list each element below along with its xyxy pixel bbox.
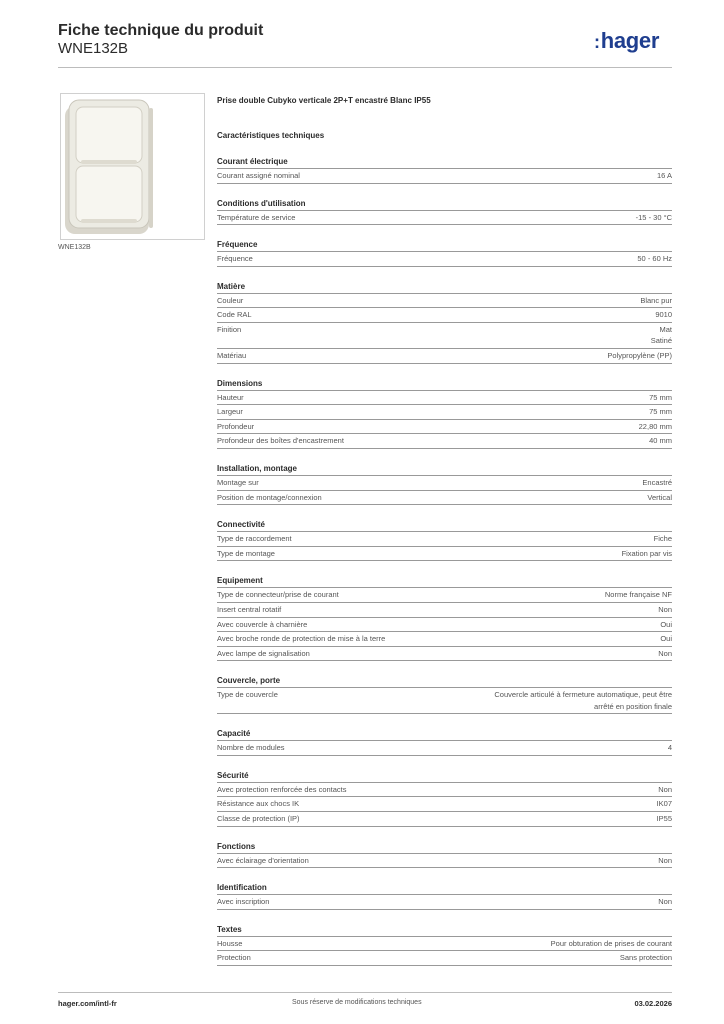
spec-section [217,728,672,756]
spec-label: Insert central rotatif [217,604,282,614]
spec-row [217,405,672,420]
spec-value-line: Non [658,897,672,907]
spec-label: Housse [217,938,243,948]
spec-value [649,391,672,405]
spec-value-line: Non [658,855,672,865]
spec-value [658,783,672,797]
spec-row [217,632,672,647]
spec-value [649,434,672,448]
spec-label: Avec couvercle à charnière [217,619,308,629]
spec-value-line: IK07 [656,799,672,809]
spec-value [657,169,672,183]
spec-label: Largeur [217,407,243,417]
spec-value-line: 9010 [655,310,672,320]
spec-row [217,937,672,952]
spec-value-line: Non [658,604,672,614]
section-title: Capacité [217,728,672,741]
spec-section [217,519,672,561]
spec-value [636,211,672,225]
spec-label: Courant assigné nominal [217,171,300,180]
spec-value [494,689,672,712]
spec-row [217,323,672,349]
spec-row [217,603,672,618]
double-socket-product-image [61,94,204,239]
product-name: Prise double Cubyko verticale 2P+T encastré Blanc IP55 [217,96,431,105]
image-caption: WNE132B [58,244,91,251]
spec-value-line: Polypropylène (PP) [607,350,672,360]
spec-label: Type de connecteur/prise de courant [217,590,339,600]
spec-value [637,252,672,266]
spec-value [620,951,672,965]
spec-value [657,797,672,811]
section-title: Fréquence [217,239,672,252]
spec-label: Température de service [217,212,296,222]
section-title: Matière [217,281,672,294]
spec-label: Type de montage [217,548,275,558]
spec-value-line: Fiche [653,534,672,544]
product-reference: WNE132B [58,40,129,57]
spec-row [217,741,672,756]
spec-value [551,937,672,951]
spec-value-line: 50 - 60 Hz [637,254,672,264]
spec-value-line: Encastré [642,477,672,487]
spec-label: Avec broche ronde de protection de mise à la terre [217,634,386,644]
spec-label: Type de raccordement [217,534,292,544]
spec-row [217,547,672,562]
spec-label: Position de montage/connexion [217,492,322,502]
spec-value [605,588,672,602]
spec-value [660,632,672,646]
spec-section [217,575,672,661]
spec-section [217,198,672,226]
spec-label: Avec protection renforcée des contacts [217,784,347,794]
spec-label: Avec éclairage d'orientation [217,855,309,865]
spec-value [654,532,672,546]
spec-value [639,420,672,434]
spec-row [217,951,672,966]
spec-value [649,405,672,419]
spec-value [658,647,672,661]
spec-section [217,156,672,184]
spec-value [668,741,672,755]
spec-row [217,812,672,827]
tech-characteristics-title: Caractéristiques techniques [217,131,325,140]
section-title: Courant électrique [217,156,672,169]
spec-label: Avec inscription [217,897,270,907]
spec-value-line: 22,80 mm [638,421,672,431]
spec-label: Profondeur des boîtes d'encastrement [217,436,344,446]
spec-value-line: Blanc pur [640,295,672,305]
spec-label: Profondeur [217,421,255,431]
spec-label: Nombre de modules [217,743,285,753]
spec-label: Protection [217,953,251,963]
spec-row [217,532,672,547]
spec-section [217,378,672,449]
spec-label: Montage sur [217,477,259,487]
spec-section [217,841,672,869]
spec-row [217,618,672,633]
section-title: Sécurité [217,770,672,783]
spec-value-line: 75 mm [649,392,672,402]
spec-label: Avec lampe de signalisation [217,648,310,658]
section-title: Textes [217,924,672,937]
spec-value-line: Norme française NF [604,590,672,600]
spec-row [217,308,672,323]
section-title: Installation, montage [217,463,672,476]
spec-value-line: Vertical [647,492,672,502]
spec-row [217,797,672,812]
spec-row [217,854,672,869]
spec-value [640,294,672,308]
spec-value-line: Non [658,648,672,658]
spec-value-line: Sans protection [619,953,672,963]
spec-section [217,281,672,364]
spec-row [217,211,672,226]
spec-value-line: Fixation par vis [621,548,672,558]
spec-section [217,675,672,714]
section-title: Dimensions [217,378,672,391]
header-divider [58,67,672,68]
spec-section [217,239,672,267]
spec-value-line: 4 [667,743,672,753]
spec-row [217,476,672,491]
spec-value-line: arrêté en position finale [594,701,672,711]
section-title: Fonctions [217,841,672,854]
footer-website: hager.com/intl-fr [58,999,117,1008]
spec-value-line: Oui [660,619,672,629]
section-title: Connectivité [217,519,672,532]
section-title: Conditions d'utilisation [217,198,672,211]
spec-row [217,169,672,184]
spec-label: Code RAL [217,310,252,320]
spec-label: Finition [217,324,242,334]
hager-logo: :hager [594,28,660,53]
spec-row [217,588,672,603]
spec-value-line: Oui [660,634,672,644]
footer-date: 03.02.2026 [634,999,672,1008]
spec-value-line: IP55 [656,814,672,824]
spec-value-line: Mat [659,324,672,334]
spec-label: Résistance aux chocs IK [217,799,300,809]
spec-row [217,491,672,506]
spec-row [217,783,672,798]
spec-value [658,854,672,868]
spec-value-line: Pour obturation de prises de courant [550,938,672,948]
spec-row [217,420,672,435]
spec-value [658,603,672,617]
spec-content [217,95,672,966]
spec-row [217,294,672,309]
spec-value [651,324,672,347]
spec-value-line: Couvercle articulé à fermeture automatique, peut être [494,690,672,700]
spec-row [217,647,672,662]
spec-label: Matériau [217,350,247,360]
spec-section [217,924,672,966]
spec-row [217,252,672,267]
spec-label: Couleur [217,295,244,305]
spec-value [660,618,672,632]
spec-label: Fréquence [217,254,253,264]
footer-divider [58,992,672,993]
spec-value [655,308,672,322]
spec-value-line: 16 A [656,171,672,180]
spec-sections [217,156,672,966]
spec-row [217,349,672,364]
page-title: Fiche technique du produit [58,22,264,39]
spec-section [217,882,672,910]
spec-value [658,895,672,909]
spec-label: Hauteur [217,392,244,402]
section-title: Equipement [217,575,672,588]
section-title: Identification [217,882,672,895]
spec-value [622,547,672,561]
spec-value [642,476,672,490]
spec-value [657,812,672,826]
spec-label: Type de couvercle [217,690,278,700]
spec-section [217,770,672,827]
spec-value [647,491,672,505]
footer-note: Sous réserve de modifications techniques [292,999,422,1006]
spec-row [217,688,672,714]
product-image-frame [60,93,205,240]
spec-section [217,463,672,505]
spec-label: Classe de protection (IP) [217,814,300,824]
spec-row [217,391,672,406]
spec-value-line: Satiné [650,336,672,346]
spec-row [217,895,672,910]
spec-value-line: -15 - 30 °C [635,212,672,222]
spec-value-line: 40 mm [649,436,672,446]
spec-value [607,349,672,363]
spec-value-line: 75 mm [649,407,672,417]
spec-value-line: Non [658,784,672,794]
spec-row [217,434,672,449]
section-title: Couvercle, porte [217,675,672,688]
